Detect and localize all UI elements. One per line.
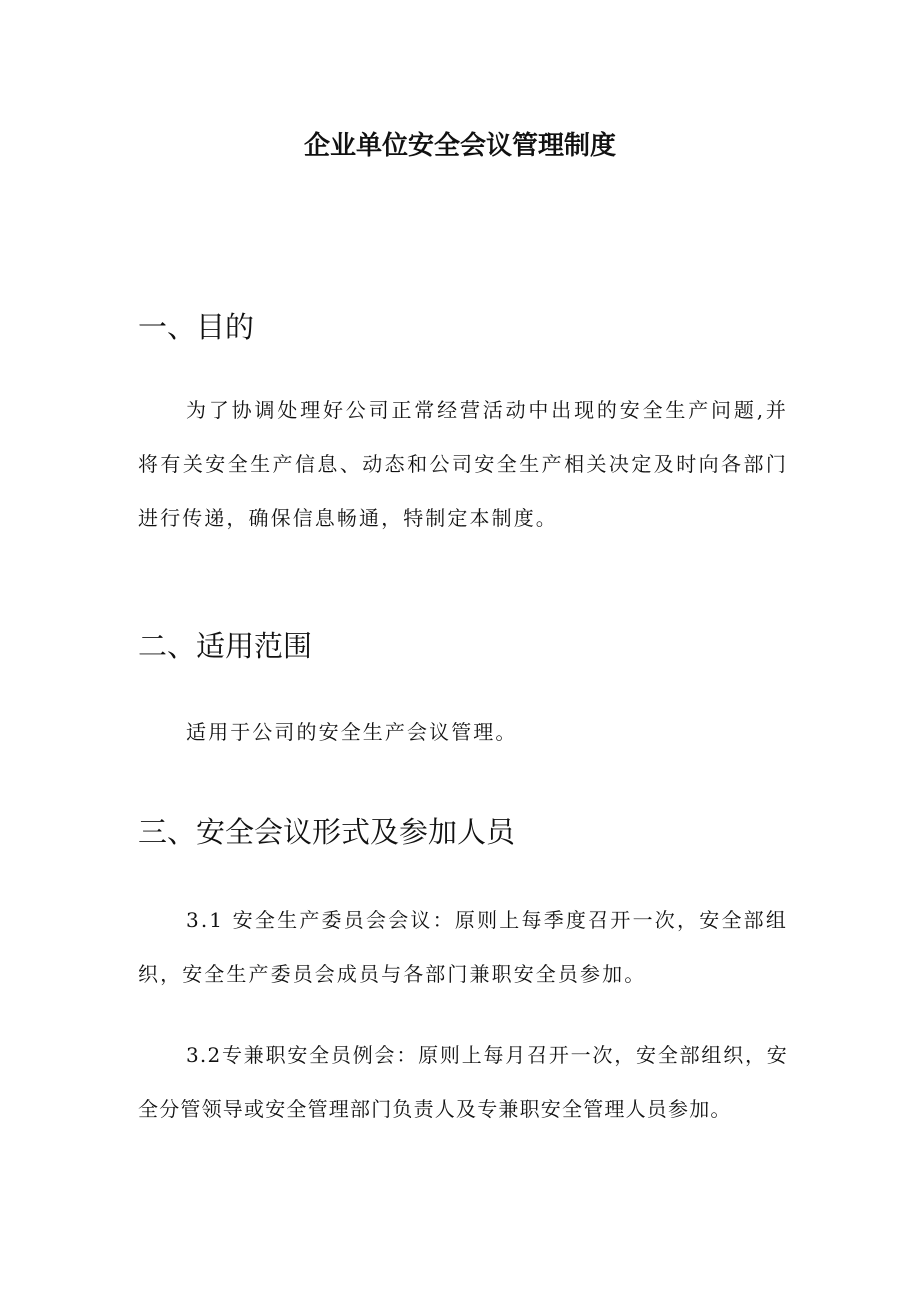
section-heading-meeting-forms: 三、安全会议形式及参加人员 (138, 815, 516, 849)
paragraph-3-2: 3.2专兼职安全员例会：原则上每月召开一次，安全部组织，安全分管领导或安全管理部门负责人及专兼职安全管理人员参加。 (138, 1043, 788, 1121)
paragraph-purpose: 为了协调处理好公司正常经营活动中出现的安全生产问题,并将有关安全生产信息、动态和公司安全生产相关决定及时向各部门进行传递，确保信息畅通，特制定本制度。 (138, 398, 788, 530)
document-title: 企业单位安全会议管理制度 (303, 131, 616, 161)
paragraph-scope: 适用于公司的安全生产会议管理。 (186, 720, 518, 744)
section-heading-purpose: 一、目的 (138, 310, 255, 344)
paragraph-3-1: 3.1 安全生产委员会会议：原则上每季度召开一次，安全部组织，安全生产委员会成员与各部门兼职安全员参加。 (138, 908, 788, 986)
section-heading-scope: 二、适用范围 (138, 629, 313, 663)
